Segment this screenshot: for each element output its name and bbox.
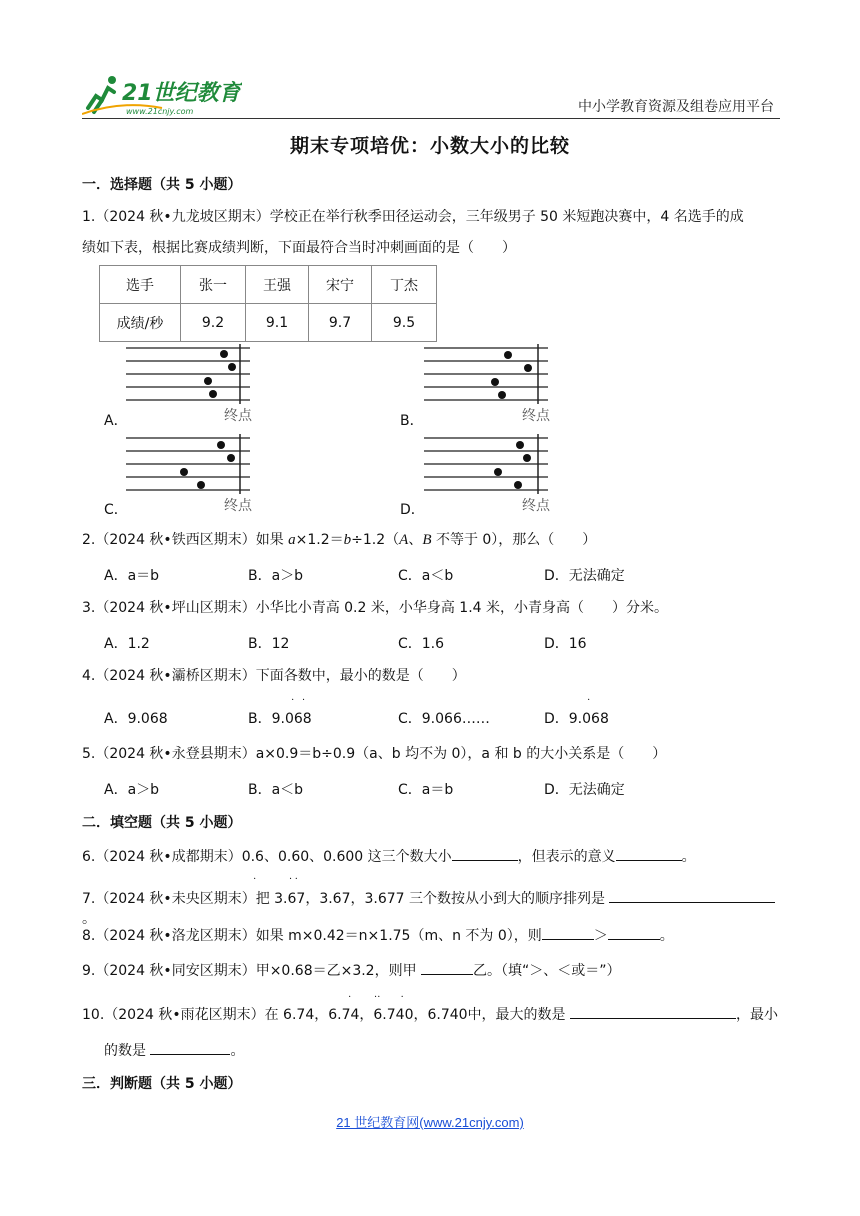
var-a: a bbox=[288, 532, 296, 548]
section-heading-choice: 一．选择题（共 5 小题） bbox=[82, 177, 242, 193]
q2-option-d: D．无法确定 bbox=[544, 568, 625, 584]
race-diagram-d bbox=[424, 434, 564, 516]
question-text: ＞ bbox=[593, 928, 608, 944]
q5-option-a: A．a＞b bbox=[104, 782, 160, 798]
option-b-label: B． bbox=[400, 413, 424, 429]
race-diagram-c bbox=[126, 434, 266, 516]
question-4: 4.（2024 秋•灞桥区期末）下面各数中，最小的数是（ ） bbox=[82, 668, 466, 684]
repeating-dot-marks: · · · bbox=[253, 874, 298, 885]
question-10 bbox=[82, 1004, 778, 1025]
q4-option-d: D．9.068 bbox=[544, 711, 609, 727]
question-1-line1: 1.（2024 秋•九龙坡区期末）学校正在举行秋季田径运动会，三年级男子 50 米短跑决赛中，4 名选手的成 bbox=[82, 209, 744, 225]
table-cell: 9.2 bbox=[181, 304, 246, 342]
table-cell: 王强 bbox=[246, 266, 309, 304]
question-9 bbox=[82, 960, 778, 981]
question-3: 3.（2024 秋•坪山区期末）小华比小青高 0.2 米，小华身高 1.4 米，小青身高（ ）分米。 bbox=[82, 600, 669, 616]
q4-option-b: B．9.068 bbox=[248, 711, 312, 727]
var-B: B bbox=[422, 532, 432, 548]
q3-option-c: C．1.6 bbox=[398, 636, 445, 652]
question-text: 10.（2024 秋•雨花区期末）在 6.74，6.74，6.740，6.740中，最大的数是 bbox=[82, 1007, 566, 1023]
question-text: ÷1.2（ bbox=[351, 532, 400, 548]
question-text: 的数是 bbox=[104, 1043, 146, 1059]
q3-option-a: A．1.2 bbox=[104, 636, 150, 652]
platform-name: 中小学教育资源及组卷应用平台 bbox=[578, 98, 774, 114]
question-text: 8.（2024 秋•洛龙区期末）如果 m×0.42＝n×1.75（m、n 不为 0），则 bbox=[82, 928, 542, 944]
answer-blank[interactable] bbox=[616, 846, 682, 861]
section-heading-fill: 二．填空题（共 5 小题） bbox=[82, 815, 242, 831]
option-d-label: D． bbox=[400, 502, 425, 518]
q4-option-c: C．9.066…… bbox=[398, 711, 490, 727]
option-a-label: A． bbox=[104, 413, 128, 429]
q4-option-a: A．9.068 bbox=[104, 711, 168, 727]
runner-logo-icon bbox=[82, 70, 242, 120]
repeating-dot-marks: · ·· · bbox=[348, 992, 404, 1003]
answer-blank[interactable] bbox=[150, 1040, 230, 1055]
answer-blank[interactable] bbox=[608, 925, 660, 940]
answer-blank[interactable] bbox=[609, 888, 775, 903]
question-text: 不等于 0），那么（ ） bbox=[431, 532, 597, 548]
option-c-label: C． bbox=[104, 502, 128, 518]
section-heading-judge: 三．判断题（共 5 小题） bbox=[82, 1076, 242, 1092]
finish-label: 终点 bbox=[224, 498, 252, 514]
q5-option-c: C．a＝b bbox=[398, 782, 454, 798]
question-1-line2: 绩如下表，根据比赛成绩判断，下面最符合当时冲刺画面的是（ ） bbox=[82, 240, 516, 256]
page-title: 期末专项培优：小数大小的比较 bbox=[289, 135, 570, 157]
var-b: b bbox=[343, 532, 352, 548]
question-text: 9.（2024 秋•同安区期末）甲×0.68＝乙×3.2，则甲 bbox=[82, 963, 417, 979]
q2-option-a: A．a＝b bbox=[104, 568, 160, 584]
question-7 bbox=[82, 888, 778, 929]
q3-option-d: D．16 bbox=[544, 636, 587, 652]
score-table bbox=[99, 265, 437, 342]
table-cell: 9.7 bbox=[309, 304, 372, 342]
question-2 bbox=[82, 530, 778, 550]
question-10-line2 bbox=[104, 1040, 778, 1061]
race-diagram-a bbox=[126, 344, 266, 426]
table-cell: 选手 bbox=[100, 266, 181, 304]
q3-option-b: B．12 bbox=[248, 636, 290, 652]
finish-label: 终点 bbox=[522, 408, 550, 424]
question-text: ，但表示的意义 bbox=[517, 849, 616, 865]
question-5 bbox=[82, 744, 778, 764]
question-text: 2.（2024 秋•铁西区期末）如果 bbox=[82, 532, 289, 548]
header-divider bbox=[82, 118, 780, 119]
table-cell: 张一 bbox=[181, 266, 246, 304]
q5-option-d: D．无法确定 bbox=[544, 782, 625, 798]
q2-option-c: C．a＜b bbox=[398, 568, 454, 584]
answer-blank[interactable] bbox=[421, 960, 473, 975]
table-cell: 成绩/秒 bbox=[100, 304, 181, 342]
q5-option-b: B．a＜b bbox=[248, 782, 304, 798]
question-text: a×0.9＝b÷0.9（a、b 均不为 0），a 和 b 的大小关系是（ ） bbox=[255, 746, 667, 762]
table-row bbox=[100, 266, 437, 304]
finish-label: 终点 bbox=[224, 408, 252, 424]
question-text: ，最小 bbox=[736, 1007, 779, 1023]
race-diagram-b bbox=[424, 344, 564, 426]
site-logo bbox=[82, 70, 242, 120]
question-1 bbox=[82, 207, 778, 227]
question-text: 。 bbox=[230, 1043, 245, 1059]
q2-option-b: B．a＞b bbox=[248, 568, 304, 584]
question-8 bbox=[82, 925, 778, 946]
table-cell: 9.5 bbox=[372, 304, 437, 342]
answer-blank[interactable] bbox=[452, 846, 518, 861]
repeating-dot-marks: · · bbox=[291, 695, 306, 706]
table-cell: 9.1 bbox=[246, 304, 309, 342]
repeating-dot-marks: · bbox=[587, 695, 591, 706]
question-6 bbox=[82, 846, 778, 867]
question-text: 乙。（填“＞、＜或＝”） bbox=[473, 963, 621, 979]
question-text: ×1.2＝ bbox=[295, 532, 344, 548]
answer-blank[interactable] bbox=[542, 925, 594, 940]
question-text: 7.（2024 秋•未央区期末）把 3.67，3.67，3.677 三个数按从小到大的顺序排列是 bbox=[82, 891, 606, 907]
footer-link[interactable]: 21 世纪教育网(www.21cnjy.com) bbox=[336, 1115, 524, 1130]
finish-label: 终点 bbox=[522, 498, 550, 514]
question-text: 、 bbox=[408, 532, 423, 548]
logo-text: 21世纪教育 bbox=[122, 81, 241, 106]
question-text: 。 bbox=[681, 849, 696, 865]
logo-url: www.21cnjy.com bbox=[126, 107, 194, 116]
table-cell: 宋宁 bbox=[309, 266, 372, 304]
question-text: 5.（2024 秋•永登县期末） bbox=[82, 746, 256, 762]
question-text: 6.（2024 秋•成都期末）0.6、0.60、0.600 这三个数大小 bbox=[82, 849, 452, 865]
question-text: 。 bbox=[659, 928, 674, 944]
question-text: 。 bbox=[82, 911, 96, 927]
table-row bbox=[100, 304, 437, 342]
var-A: A bbox=[399, 532, 409, 548]
table-cell: 丁杰 bbox=[372, 266, 437, 304]
answer-blank[interactable] bbox=[570, 1004, 736, 1019]
